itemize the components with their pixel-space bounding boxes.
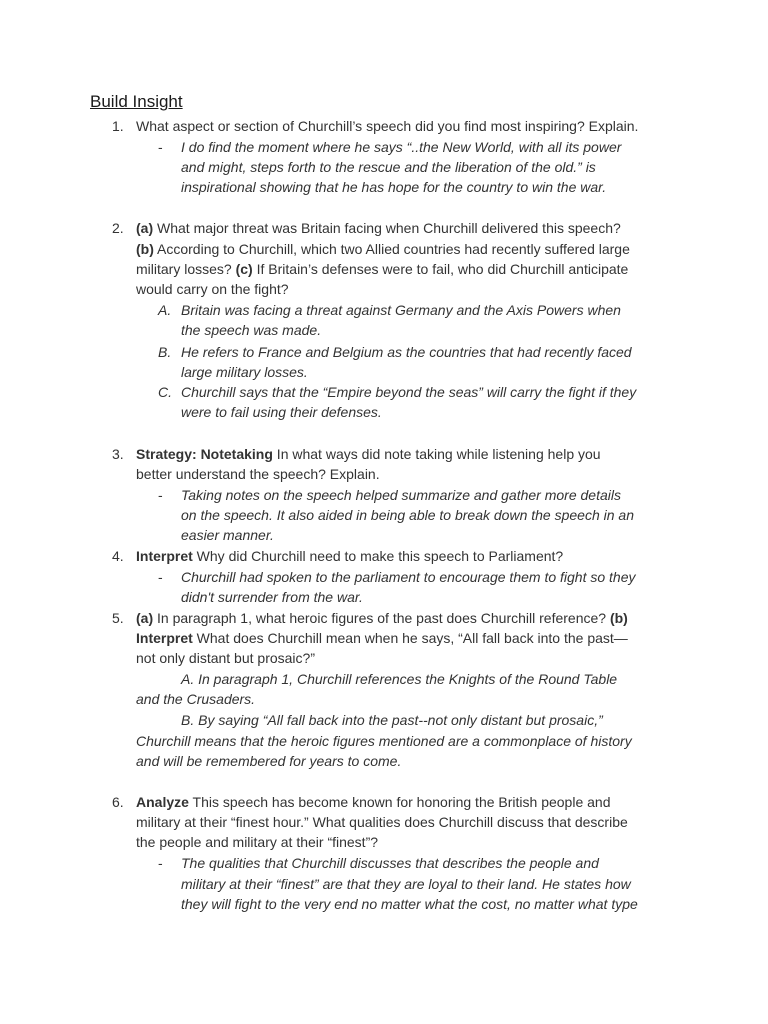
answer-line: Churchill means that the heroic figures mentioned are a commonplace of history [136,733,632,749]
part-label: (a) [136,610,154,626]
answer-letter: B. [158,344,172,360]
question-number: 1. [112,118,124,134]
answer-bullet: - [158,139,163,155]
answer-line: and the Crusaders. [136,691,256,707]
answer-line: A. In paragraph 1, Churchill references the Knights of the Round Table [181,671,618,687]
answer-line: large military losses. [181,364,308,380]
answer-bullet: - [158,487,163,503]
answer-line: inspirational showing that he has hope for the country to win the war. [181,179,607,195]
question-number: 4. [112,548,124,564]
page-title: Build Insight [90,92,183,111]
question-text-part: What major threat was Britain facing when Churchill delivered this speech? [153,220,621,236]
question-number: 5. [112,610,124,626]
answer-line: Churchill says that the “Empire beyond the seas” will carry the fight if they [181,384,637,400]
answer-bullet: - [158,855,163,871]
question-text [136,546,563,566]
answer-line: and might, steps forth to the rescue and the liberation of the old.” is [181,159,596,175]
answer-line: Taking notes on the speech helped summarize and gather more details [181,487,621,503]
answer-line: didn't surrender from the war. [181,589,363,605]
answer-line: the speech was made. [181,322,322,338]
answer-line: easier manner. [181,527,274,543]
question-text-part: In paragraph 1, what heroic figures of the past does Churchill reference? [153,610,610,626]
question-text-part: Why did Churchill need to make this speech to Parliament? [192,548,564,564]
answer-line: I do find the moment where he says “..the New World, with all its power [181,139,622,155]
question-text-part: If Britain’s defenses were to fail, who did Churchill anticipate [252,261,629,277]
answer-line: military at their “finest” are that they are loyal to their land. He states how [181,876,631,892]
part-label: (b) [609,610,628,626]
answer-line: they will fight to the very end no matter what the cost, no matter what type [181,896,638,912]
answer-line: B. By saying “All fall back into the past--not only distant but prosaic,” [181,712,603,728]
question-number: 3. [112,446,124,462]
answer-line: The qualities that Churchill discusses that describes the people and [181,855,599,871]
question-text [136,628,628,648]
question-text [136,792,610,812]
question-text [136,608,628,628]
answer-letter: A. [158,302,172,318]
question-text: better understand the speech? Explain. [136,466,380,482]
question-text [136,218,621,238]
question-text [136,259,628,279]
question-label: Analyze [136,794,189,810]
question-text: would carry on the fight? [136,281,289,297]
answer-line: Churchill had spoken to the parliament to encourage them to fight so they [181,569,636,585]
question-text-part: What does Churchill mean when he says, “All fall back into the past— [192,630,628,646]
question-label: Interpret [136,630,193,646]
question-number: 2. [112,220,124,236]
answer-line: were to fail using their defenses. [181,404,382,420]
question-text-part: According to Churchill, which two Allied countries had recently suffered large [153,241,630,257]
question-text: not only distant but prosaic?” [136,650,315,666]
part-label: (c) [235,261,253,277]
question-number: 6. [112,794,124,810]
question-text: the people and military at their “finest”? [136,834,379,850]
answer-bullet: - [158,569,163,585]
answer-line: and will be remembered for years to come. [136,753,402,769]
question-text: military at their “finest hour.” What qualities does Churchill discuss that describe [136,814,628,830]
question-text-part: In what ways did note taking while listening help you [272,446,601,462]
part-label: (a) [136,220,154,236]
answer-line: Britain was facing a threat against Germany and the Axis Powers when [181,302,621,318]
question-text: What aspect or section of Churchill’s speech did you find most inspiring? Explain. [136,118,639,134]
question-text-part: This speech has become known for honoring the British people and [188,794,611,810]
answer-line: on the speech. It also aided in being able to break down the speech in an [181,507,634,523]
question-label: Strategy: Notetaking [136,446,273,462]
question-label: Interpret [136,548,193,564]
answer-letter: C. [158,384,172,400]
part-label: (b) [136,241,154,257]
question-text [136,239,630,259]
answer-line: He refers to France and Belgium as the countries that had recently faced [181,344,632,360]
question-text-part: military losses? [136,261,236,277]
question-text [136,444,601,464]
